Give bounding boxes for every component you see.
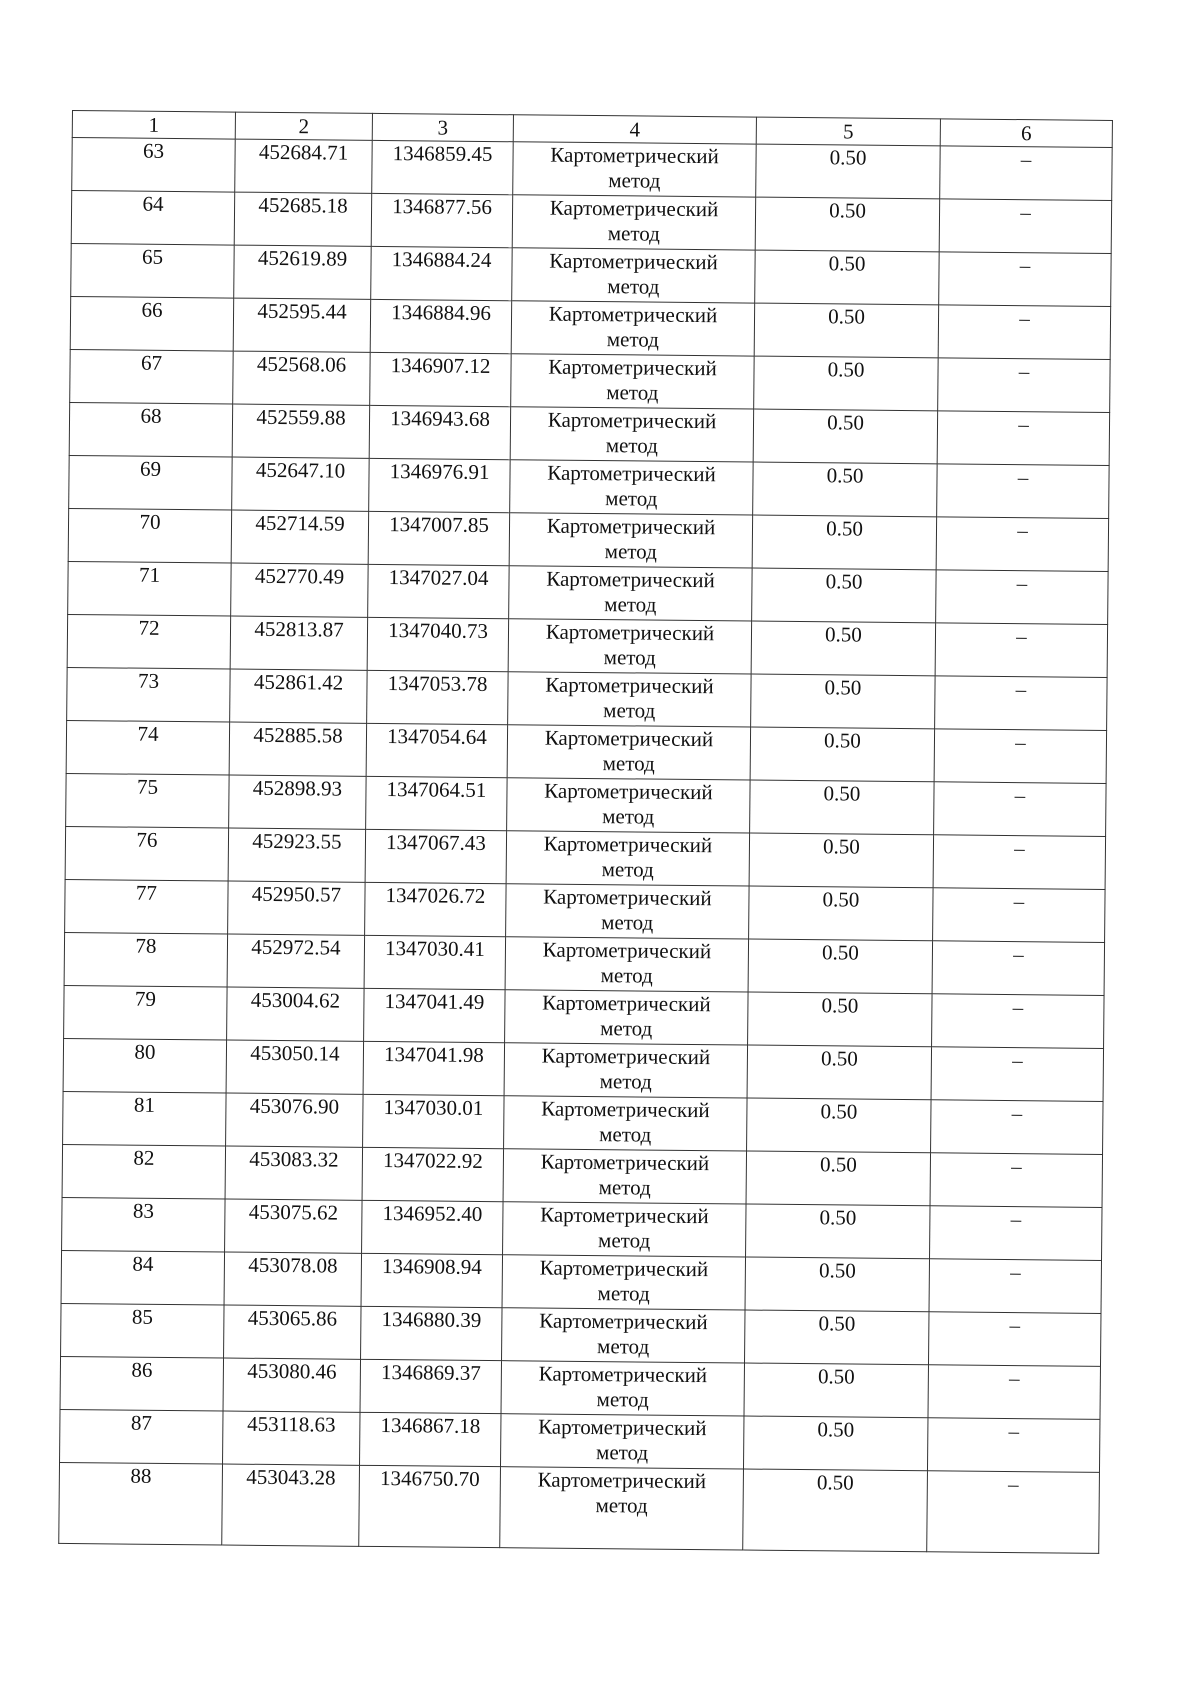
method-name-line: Картометрический <box>550 142 719 169</box>
method-name-line: Картометрический <box>549 248 718 275</box>
method-cell <box>505 990 748 1045</box>
x-coordinate-cell: 453065.86 <box>224 1305 362 1359</box>
point-number-cell: 69 <box>69 455 233 510</box>
x-coordinate-cell: 453076.90 <box>226 1093 364 1147</box>
x-coordinate-cell: 452885.58 <box>229 722 367 776</box>
y-coordinate-cell: 1347027.04 <box>368 564 510 618</box>
method-name-line: Картометрический <box>546 513 716 540</box>
method-word-line: метод <box>608 168 661 193</box>
coordinates-table <box>58 110 1113 1554</box>
y-coordinate-cell: 1346880.39 <box>361 1306 503 1360</box>
method-word-line: метод <box>604 592 657 617</box>
point-number-cell: 80 <box>63 1038 227 1093</box>
accuracy-cell: 0.50 <box>749 886 934 941</box>
accuracy-cell: 0.50 <box>744 1363 929 1418</box>
note-cell: – <box>938 358 1111 413</box>
column-header-3: 3 <box>372 113 513 141</box>
y-coordinate-cell: 1347007.85 <box>368 511 510 565</box>
y-coordinate-cell: 1347026.72 <box>365 882 507 936</box>
y-coordinate-cell: 1347064.51 <box>366 776 508 830</box>
y-coordinate-cell: 1347030.01 <box>363 1094 505 1148</box>
point-number-cell: 86 <box>60 1356 224 1411</box>
method-word-line: метод <box>606 327 659 352</box>
method-name-line: Картометрический <box>542 937 712 964</box>
accuracy-cell: 0.50 <box>747 1098 932 1153</box>
note-cell: – <box>932 941 1105 996</box>
note-cell: – <box>938 305 1111 360</box>
accuracy-cell: 0.50 <box>751 674 936 729</box>
method-word-line: метод <box>602 751 655 776</box>
note-cell: – <box>936 570 1109 625</box>
method-cell <box>500 1414 743 1469</box>
y-coordinate-cell: 1347041.49 <box>364 988 506 1042</box>
point-number-cell: 87 <box>60 1409 224 1464</box>
method-cell <box>504 1096 747 1151</box>
method-word-line: метод <box>601 910 654 935</box>
point-number-cell: 81 <box>63 1091 227 1146</box>
method-cell <box>509 513 752 568</box>
x-coordinate-cell: 453043.28 <box>222 1464 360 1546</box>
note-cell: – <box>933 888 1106 943</box>
y-coordinate-cell: 1346869.37 <box>360 1359 502 1413</box>
y-coordinate-cell: 1346884.96 <box>370 299 512 353</box>
method-name-line: Картометрический <box>538 1414 707 1441</box>
accuracy-cell: 0.50 <box>743 1416 928 1471</box>
method-name-line: Картометрический <box>539 1255 709 1282</box>
point-number-cell: 74 <box>66 720 230 775</box>
method-cell <box>512 195 755 250</box>
method-name-line: Картометрический <box>539 1308 708 1335</box>
method-word-line: метод <box>601 857 654 882</box>
note-cell: – <box>939 252 1112 307</box>
method-name-line: Картометрический <box>548 301 718 328</box>
method-cell <box>506 831 749 886</box>
accuracy-cell: 0.50 <box>745 1257 930 1312</box>
column-header-5: 5 <box>756 117 940 146</box>
method-cell <box>508 619 751 674</box>
method-cell <box>510 407 753 462</box>
method-cell <box>506 884 749 939</box>
accuracy-cell: 0.50 <box>752 515 937 570</box>
method-name-line: Картометрический <box>541 1096 710 1123</box>
method-word-line: метод <box>596 1334 650 1359</box>
note-cell: – <box>930 1206 1103 1261</box>
accuracy-cell: 0.50 <box>746 1204 931 1259</box>
method-name-line: Картометрический <box>542 990 711 1017</box>
y-coordinate-cell: 1347067.43 <box>365 829 507 883</box>
table-body <box>59 111 1113 1554</box>
method-cell <box>507 778 750 833</box>
method-cell <box>500 1467 744 1550</box>
point-number-cell: 66 <box>70 296 234 351</box>
y-coordinate-cell: 1346859.45 <box>372 140 514 194</box>
table-row <box>59 1462 1100 1553</box>
method-name-line: Картометрический <box>545 619 715 646</box>
method-word-line: метод <box>604 539 657 564</box>
y-coordinate-cell: 1347022.92 <box>362 1147 504 1201</box>
column-header-6: 6 <box>940 119 1112 148</box>
method-word-line: метод <box>599 1069 652 1094</box>
method-word-line: метод <box>597 1281 650 1306</box>
point-number-cell: 76 <box>65 826 229 881</box>
note-cell: – <box>940 146 1113 201</box>
method-word-line: метод <box>607 221 661 246</box>
method-name-line: Картометрический <box>540 1202 709 1229</box>
accuracy-cell: 0.50 <box>755 197 940 252</box>
x-coordinate-cell: 452923.55 <box>228 828 366 882</box>
method-name-line: Картометрический <box>540 1149 710 1176</box>
point-number-cell: 85 <box>61 1303 225 1358</box>
x-coordinate-cell: 452685.18 <box>234 192 372 246</box>
method-name-line: Картометрический <box>544 725 714 752</box>
y-coordinate-cell: 1346943.68 <box>369 405 511 459</box>
x-coordinate-cell: 452950.57 <box>228 881 366 935</box>
point-number-cell: 70 <box>68 508 232 563</box>
note-cell: – <box>927 1471 1100 1554</box>
method-cell <box>512 248 755 303</box>
x-coordinate-cell: 452861.42 <box>230 669 368 723</box>
method-name-line: Картометрический <box>543 884 712 911</box>
note-cell: – <box>939 199 1112 254</box>
x-coordinate-cell: 453083.32 <box>225 1146 363 1200</box>
x-coordinate-cell: 453118.63 <box>223 1411 361 1465</box>
y-coordinate-cell: 1346976.91 <box>369 458 511 512</box>
note-cell: – <box>928 1365 1101 1420</box>
method-cell <box>511 301 754 356</box>
note-cell: – <box>935 623 1108 678</box>
point-number-cell: 77 <box>65 879 229 934</box>
note-cell: – <box>931 1047 1104 1102</box>
x-coordinate-cell: 453075.62 <box>225 1199 363 1253</box>
column-header-1: 1 <box>72 111 235 140</box>
point-number-cell: 67 <box>70 349 234 404</box>
method-word-line: метод <box>605 433 658 458</box>
accuracy-cell: 0.50 <box>754 356 939 411</box>
method-word-line: метод <box>600 1016 653 1041</box>
x-coordinate-cell: 452619.89 <box>234 245 372 299</box>
note-cell: – <box>935 676 1108 731</box>
method-name-line: Картометрический <box>546 566 715 593</box>
x-coordinate-cell: 453078.08 <box>224 1252 362 1306</box>
accuracy-cell: 0.50 <box>753 409 938 464</box>
x-coordinate-cell: 453050.14 <box>226 1040 364 1094</box>
method-cell <box>501 1361 744 1416</box>
accuracy-cell: 0.50 <box>749 833 934 888</box>
y-coordinate-cell: 1346908.94 <box>361 1253 503 1307</box>
method-cell <box>505 937 748 992</box>
point-number-cell: 72 <box>67 614 231 669</box>
method-cell <box>513 142 756 197</box>
method-cell <box>511 354 754 409</box>
method-word-line: метод <box>596 1387 649 1412</box>
point-number-cell: 84 <box>61 1250 225 1305</box>
x-coordinate-cell: 453004.62 <box>227 987 365 1041</box>
point-number-cell: 63 <box>72 138 236 193</box>
note-cell: – <box>937 464 1110 519</box>
method-name-line: Картометрический <box>538 1361 708 1388</box>
note-cell: – <box>933 835 1106 890</box>
method-cell <box>502 1308 745 1363</box>
accuracy-cell: 0.50 <box>756 144 941 199</box>
method-word-line: метод <box>607 274 660 299</box>
x-coordinate-cell: 452595.44 <box>233 298 371 352</box>
accuracy-cell: 0.50 <box>750 780 935 835</box>
accuracy-cell: 0.50 <box>745 1310 930 1365</box>
method-name-line: Картометрический <box>547 460 716 487</box>
point-number-cell: 82 <box>62 1144 226 1199</box>
method-word-line: метод <box>598 1175 651 1200</box>
x-coordinate-cell: 452559.88 <box>232 404 370 458</box>
accuracy-cell: 0.50 <box>747 1045 932 1100</box>
method-name-line: Картометрический <box>547 407 717 434</box>
y-coordinate-cell: 1347030.41 <box>364 935 506 989</box>
point-number-cell: 73 <box>67 667 231 722</box>
point-number-cell: 78 <box>64 932 228 987</box>
accuracy-cell: 0.50 <box>751 621 936 676</box>
note-cell: – <box>934 729 1107 784</box>
accuracy-cell: 0.50 <box>748 939 933 994</box>
method-word-line: метод <box>600 963 653 988</box>
method-word-line: метод <box>605 486 658 511</box>
method-name-line: Картометрический <box>543 831 713 858</box>
method-word-line: метод <box>599 1122 652 1147</box>
note-cell: – <box>931 1100 1104 1155</box>
x-coordinate-cell: 452714.59 <box>231 510 369 564</box>
point-number-cell: 65 <box>71 243 235 298</box>
point-number-cell: 79 <box>64 985 228 1040</box>
x-coordinate-cell: 452972.54 <box>227 934 365 988</box>
accuracy-cell: 0.50 <box>750 727 935 782</box>
method-word-line: метод <box>595 1493 648 1518</box>
y-coordinate-cell: 1347054.64 <box>366 723 508 777</box>
method-name-line: Картометрический <box>549 195 719 222</box>
note-cell: – <box>932 994 1105 1049</box>
method-cell <box>507 725 750 780</box>
note-cell: – <box>927 1418 1100 1473</box>
point-number-cell: 64 <box>71 191 235 246</box>
note-cell: – <box>936 517 1109 572</box>
note-cell: – <box>928 1312 1101 1367</box>
method-cell <box>502 1255 745 1310</box>
y-coordinate-cell: 1346952.40 <box>362 1200 504 1254</box>
column-header-2: 2 <box>235 112 372 140</box>
y-coordinate-cell: 1346877.56 <box>371 193 513 247</box>
accuracy-cell: 0.50 <box>754 303 939 358</box>
note-cell: – <box>929 1259 1102 1314</box>
method-name-line: Картометрический <box>548 354 717 381</box>
method-word-line: метод <box>603 645 656 670</box>
method-cell <box>504 1043 747 1098</box>
y-coordinate-cell: 1346750.70 <box>359 1465 501 1547</box>
x-coordinate-cell: 452568.06 <box>233 351 371 405</box>
point-number-cell: 88 <box>59 1462 223 1545</box>
method-word-line: метод <box>595 1440 649 1465</box>
y-coordinate-cell: 1346867.18 <box>360 1412 502 1466</box>
column-header-4: 4 <box>513 115 756 144</box>
y-coordinate-cell: 1346907.12 <box>370 352 512 406</box>
method-cell <box>508 672 751 727</box>
accuracy-cell: 0.50 <box>753 462 938 517</box>
method-cell <box>509 566 752 621</box>
method-name-line: Картометрический <box>541 1043 711 1070</box>
accuracy-cell: 0.50 <box>755 250 940 305</box>
method-cell <box>503 1149 746 1204</box>
y-coordinate-cell: 1347040.73 <box>367 617 509 671</box>
method-word-line: метод <box>603 698 656 723</box>
method-cell <box>503 1202 746 1257</box>
x-coordinate-cell: 452898.93 <box>229 775 367 829</box>
accuracy-cell: 0.50 <box>748 992 933 1047</box>
x-coordinate-cell: 452770.49 <box>231 563 369 617</box>
method-word-line: метод <box>602 804 655 829</box>
method-word-line: метод <box>598 1228 651 1253</box>
method-name-line: Картометрический <box>537 1467 707 1494</box>
y-coordinate-cell: 1346884.24 <box>371 246 513 300</box>
accuracy-cell: 0.50 <box>752 568 937 623</box>
x-coordinate-cell: 452684.71 <box>235 139 373 193</box>
point-number-cell: 71 <box>68 561 232 616</box>
method-name-line: Картометрический <box>544 778 713 805</box>
point-number-cell: 83 <box>62 1197 226 1252</box>
x-coordinate-cell: 453080.46 <box>223 1358 361 1412</box>
method-cell <box>510 460 753 515</box>
accuracy-cell: 0.50 <box>746 1151 931 1206</box>
accuracy-cell: 0.50 <box>743 1469 928 1552</box>
point-number-cell: 68 <box>69 402 233 457</box>
x-coordinate-cell: 452647.10 <box>232 457 370 511</box>
method-name-line: Картометрический <box>545 672 714 699</box>
y-coordinate-cell: 1347041.98 <box>363 1041 505 1095</box>
note-cell: – <box>934 782 1107 837</box>
method-word-line: метод <box>606 380 659 405</box>
point-number-cell: 75 <box>66 773 230 828</box>
x-coordinate-cell: 452813.87 <box>230 616 368 670</box>
y-coordinate-cell: 1347053.78 <box>367 670 509 724</box>
note-cell: – <box>937 411 1110 466</box>
note-cell: – <box>930 1153 1103 1208</box>
